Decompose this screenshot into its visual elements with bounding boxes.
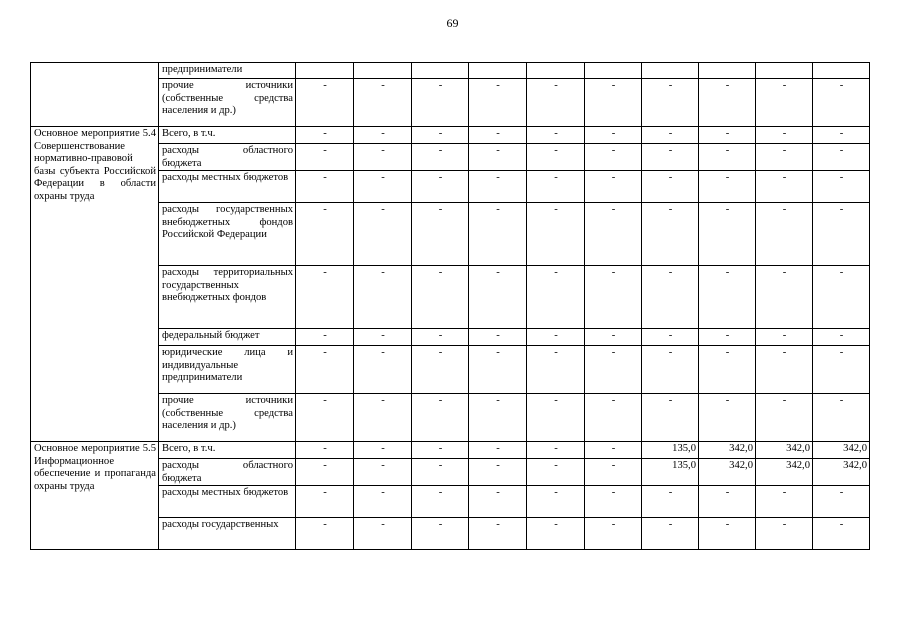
- value-cell: [756, 63, 813, 79]
- value-cell: -: [354, 346, 412, 394]
- value-cell: 135,0: [642, 459, 699, 486]
- value-cell: -: [527, 144, 585, 171]
- value-cell: -: [699, 266, 756, 329]
- value-cell: -: [756, 346, 813, 394]
- value-cell: -: [642, 266, 699, 329]
- value-cell: -: [412, 346, 469, 394]
- value-cell: -: [813, 486, 870, 518]
- value-cell: -: [585, 171, 642, 203]
- value-cell: -: [469, 486, 527, 518]
- value-cell: -: [354, 266, 412, 329]
- value-cell: -: [469, 144, 527, 171]
- value-cell: -: [699, 486, 756, 518]
- value-cell: -: [527, 203, 585, 266]
- value-cell: -: [813, 127, 870, 144]
- value-cell: 342,0: [699, 442, 756, 459]
- funding-source-cell: Всего, в т.ч.: [159, 442, 296, 459]
- funding-source-cell: расходы местных бюджетов: [159, 486, 296, 518]
- value-cell: -: [813, 518, 870, 550]
- budget-table: [30, 62, 870, 550]
- value-cell: -: [527, 171, 585, 203]
- value-cell: -: [813, 203, 870, 266]
- value-cell: -: [296, 127, 354, 144]
- value-cell: -: [296, 459, 354, 486]
- value-cell: -: [296, 394, 354, 442]
- value-cell: -: [699, 171, 756, 203]
- value-cell: -: [354, 442, 412, 459]
- value-cell: -: [469, 171, 527, 203]
- value-cell: -: [527, 127, 585, 144]
- value-cell: -: [756, 394, 813, 442]
- value-cell: -: [756, 203, 813, 266]
- value-cell: -: [412, 144, 469, 171]
- value-cell: -: [813, 144, 870, 171]
- value-cell: -: [813, 79, 870, 127]
- value-cell: -: [469, 127, 527, 144]
- value-cell: -: [699, 346, 756, 394]
- value-cell: -: [412, 486, 469, 518]
- page-number: 69: [446, 16, 459, 30]
- value-cell: -: [813, 329, 870, 346]
- value-cell: 342,0: [756, 459, 813, 486]
- value-cell: -: [756, 79, 813, 127]
- funding-source-cell: Всего, в т.ч.: [159, 127, 296, 144]
- table-row: [31, 127, 870, 144]
- measure-cell: [31, 63, 159, 127]
- value-cell: -: [469, 203, 527, 266]
- value-cell: -: [642, 486, 699, 518]
- value-cell: -: [469, 459, 527, 486]
- value-cell: 342,0: [756, 442, 813, 459]
- value-cell: -: [699, 329, 756, 346]
- value-cell: -: [354, 486, 412, 518]
- value-cell: -: [296, 346, 354, 394]
- value-cell: -: [585, 346, 642, 394]
- value-cell: -: [354, 144, 412, 171]
- value-cell: -: [642, 203, 699, 266]
- value-cell: -: [756, 518, 813, 550]
- funding-source-cell: расходы государственных: [159, 518, 296, 550]
- funding-source-cell: расходы местных бюджетов: [159, 171, 296, 203]
- value-cell: -: [354, 79, 412, 127]
- value-cell: 342,0: [813, 459, 870, 486]
- value-cell: -: [527, 266, 585, 329]
- value-cell: -: [699, 127, 756, 144]
- value-cell: -: [585, 329, 642, 346]
- value-cell: -: [642, 518, 699, 550]
- value-cell: [354, 63, 412, 79]
- value-cell: -: [296, 486, 354, 518]
- value-cell: -: [354, 329, 412, 346]
- value-cell: [699, 63, 756, 79]
- value-cell: -: [412, 266, 469, 329]
- value-cell: -: [585, 518, 642, 550]
- value-cell: -: [642, 171, 699, 203]
- value-cell: -: [412, 329, 469, 346]
- value-cell: -: [585, 127, 642, 144]
- funding-source-cell: расходы областного бюджета: [159, 459, 296, 486]
- value-cell: -: [756, 266, 813, 329]
- value-cell: -: [354, 203, 412, 266]
- value-cell: -: [296, 144, 354, 171]
- value-cell: [813, 63, 870, 79]
- value-cell: -: [354, 171, 412, 203]
- value-cell: -: [585, 486, 642, 518]
- value-cell: -: [296, 79, 354, 127]
- value-cell: -: [813, 171, 870, 203]
- value-cell: -: [585, 442, 642, 459]
- value-cell: -: [642, 394, 699, 442]
- value-cell: -: [527, 518, 585, 550]
- value-cell: -: [469, 79, 527, 127]
- value-cell: -: [813, 266, 870, 329]
- value-cell: 342,0: [699, 459, 756, 486]
- value-cell: [469, 63, 527, 79]
- value-cell: -: [354, 394, 412, 442]
- funding-source-cell: расходы территориальных государственных внебюджетных фондов: [159, 266, 296, 329]
- value-cell: -: [296, 171, 354, 203]
- value-cell: -: [296, 518, 354, 550]
- value-cell: -: [527, 329, 585, 346]
- value-cell: -: [642, 127, 699, 144]
- value-cell: -: [412, 203, 469, 266]
- value-cell: [412, 63, 469, 79]
- measure-cell: Основное мероприятие 5.5 Информационное обеспечение и пропаганда охраны труда: [31, 442, 159, 550]
- value-cell: -: [699, 144, 756, 171]
- value-cell: -: [296, 203, 354, 266]
- value-cell: -: [469, 329, 527, 346]
- value-cell: 135,0: [642, 442, 699, 459]
- value-cell: -: [412, 79, 469, 127]
- value-cell: -: [699, 518, 756, 550]
- value-cell: -: [527, 442, 585, 459]
- value-cell: -: [412, 442, 469, 459]
- value-cell: -: [412, 127, 469, 144]
- funding-source-cell: расходы государственных внебюджетных фондов Российской Федерации: [159, 203, 296, 266]
- value-cell: -: [469, 266, 527, 329]
- value-cell: -: [756, 486, 813, 518]
- table-row: [31, 63, 870, 79]
- value-cell: -: [296, 442, 354, 459]
- value-cell: -: [585, 144, 642, 171]
- value-cell: -: [756, 329, 813, 346]
- value-cell: -: [756, 171, 813, 203]
- value-cell: -: [469, 394, 527, 442]
- value-cell: -: [354, 518, 412, 550]
- value-cell: -: [756, 144, 813, 171]
- funding-source-cell: расходы областного бюджета: [159, 144, 296, 171]
- value-cell: -: [585, 266, 642, 329]
- value-cell: [642, 63, 699, 79]
- table-row: [31, 442, 870, 459]
- value-cell: -: [412, 394, 469, 442]
- funding-source-cell: прочие источники (собственные средства населения и др.): [159, 394, 296, 442]
- value-cell: -: [699, 79, 756, 127]
- value-cell: -: [642, 329, 699, 346]
- value-cell: -: [296, 266, 354, 329]
- funding-source-cell: федеральный бюджет: [159, 329, 296, 346]
- value-cell: -: [469, 442, 527, 459]
- measure-cell: Основное мероприятие 5.4 Совершенствование нормативно-правовой базы субъекта Российской Федерации в области охраны труда: [31, 127, 159, 442]
- value-cell: -: [585, 79, 642, 127]
- value-cell: -: [813, 346, 870, 394]
- funding-source-cell: юридические лица и индивидуальные предприниматели: [159, 346, 296, 394]
- value-cell: -: [813, 394, 870, 442]
- value-cell: 342,0: [813, 442, 870, 459]
- value-cell: -: [412, 171, 469, 203]
- value-cell: -: [412, 459, 469, 486]
- funding-source-cell: предприниматели: [159, 63, 296, 79]
- value-cell: -: [469, 518, 527, 550]
- value-cell: -: [527, 486, 585, 518]
- value-cell: -: [585, 203, 642, 266]
- value-cell: -: [585, 459, 642, 486]
- value-cell: -: [756, 127, 813, 144]
- value-cell: -: [642, 346, 699, 394]
- value-cell: -: [642, 79, 699, 127]
- value-cell: [296, 63, 354, 79]
- value-cell: -: [527, 459, 585, 486]
- value-cell: -: [585, 394, 642, 442]
- funding-source-cell: прочие источники (собственные средства населения и др.): [159, 79, 296, 127]
- value-cell: [527, 63, 585, 79]
- value-cell: -: [469, 346, 527, 394]
- value-cell: -: [642, 144, 699, 171]
- value-cell: -: [354, 127, 412, 144]
- value-cell: -: [412, 518, 469, 550]
- value-cell: -: [527, 346, 585, 394]
- value-cell: -: [527, 394, 585, 442]
- value-cell: -: [527, 79, 585, 127]
- value-cell: [585, 63, 642, 79]
- value-cell: -: [699, 203, 756, 266]
- value-cell: -: [354, 459, 412, 486]
- value-cell: -: [296, 329, 354, 346]
- value-cell: -: [699, 394, 756, 442]
